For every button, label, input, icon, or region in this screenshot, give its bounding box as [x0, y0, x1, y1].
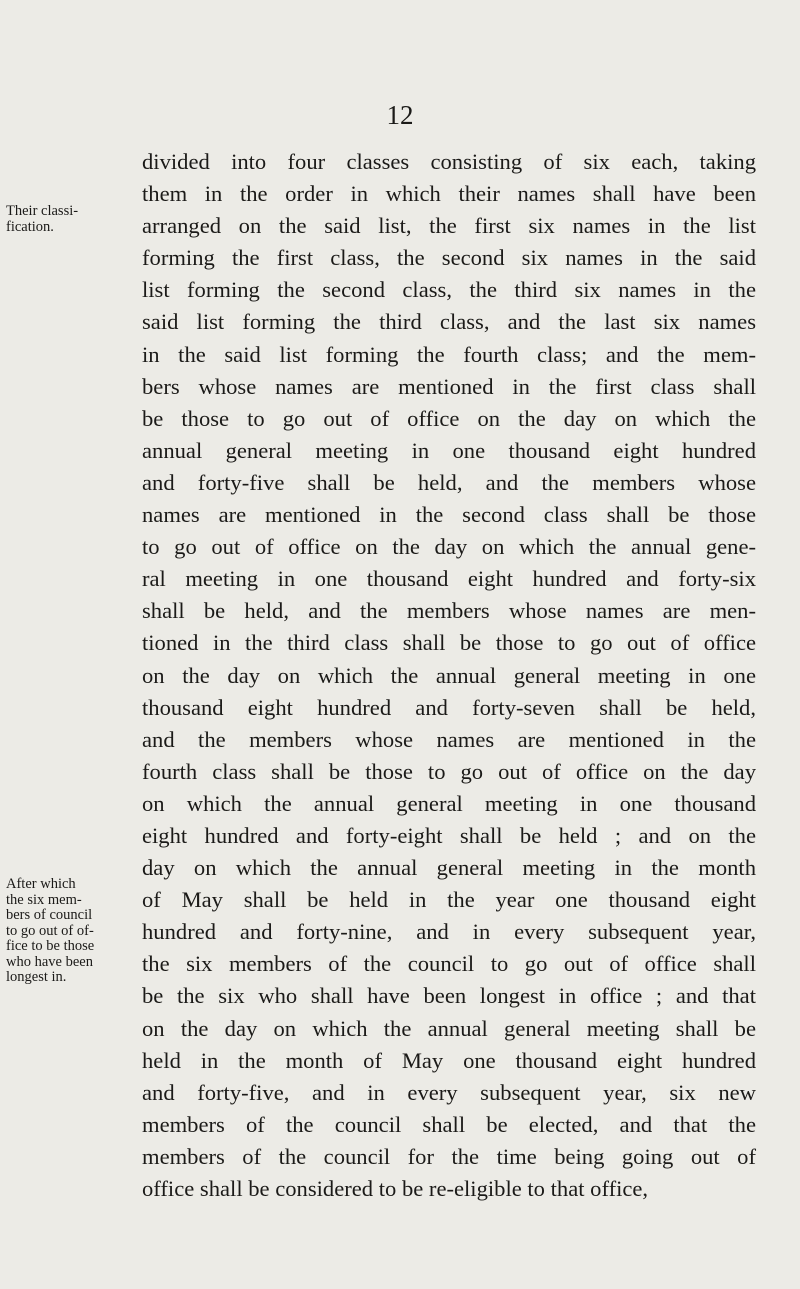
body-line: to go out of office on the day on which the annual gene-	[142, 534, 756, 560]
body-line: the six members of the council to go out of office shall	[142, 951, 756, 977]
body-line: names are mentioned in the second class shall be those	[142, 502, 756, 528]
body-line: shall be held, and the members whose names are men-	[142, 598, 756, 624]
margin-note-retirement	[6, 877, 136, 986]
body-line: and forty-five shall be held, and the members whose	[142, 469, 756, 495]
body-line: on the day on which the annual general meeting in one	[142, 662, 756, 688]
body-line: divided into four classes consisting of six each, taking	[142, 149, 756, 174]
body-line: on which the annual general meeting in one thousand	[142, 790, 756, 816]
margin-note-line: fication.	[6, 218, 54, 235]
body-line: and forty-five, and in every subsequent year, six new	[142, 1079, 756, 1105]
body-line: office shall be considered to be re-eligible to that office,	[142, 1176, 649, 1201]
margin-note-line: After which	[6, 876, 76, 892]
body-line: be those to go out of office on the day on which the	[142, 405, 756, 431]
body-line: fourth class shall be those to go out of office on the day	[142, 758, 756, 784]
body-line: list forming the second class, the third six names in the	[142, 277, 756, 303]
body-line: be the six who shall have been longest in office ; and that	[142, 983, 756, 1009]
body-line: hundred and forty-nine, and in every subsequent year,	[142, 919, 756, 945]
margin-note-line: who have been	[6, 953, 93, 970]
body-line: thousand eight hundred and forty-seven shall be held,	[142, 694, 756, 720]
body-line: annual general meeting in one thousand eight hundred	[142, 437, 756, 463]
body-text	[142, 146, 756, 1205]
margin-note-line: the six mem-	[6, 891, 82, 908]
body-line: on the day on which the annual general meeting shall be	[142, 1015, 756, 1041]
body-line: said list forming the third class, and the last six names	[142, 309, 756, 335]
body-line: eight hundred and forty-eight shall be held ; and on the	[142, 822, 756, 848]
margin-note-line: to go out of of-	[6, 922, 94, 939]
body-line: tioned in the third class shall be those to go out of office	[142, 630, 756, 656]
body-line: bers whose names are mentioned in the first class shall	[142, 373, 756, 399]
margin-note-line: fice to be those	[6, 938, 95, 954]
body-line: day on which the annual general meeting in the month	[142, 855, 756, 881]
body-line: ral meeting in one thousand eight hundred and forty-six	[142, 566, 756, 592]
body-line: in the said list forming the fourth class; and the mem-	[142, 341, 756, 367]
margin-note-line: bers of council	[6, 907, 93, 923]
page-number: 12	[386, 100, 414, 130]
body-line: of May shall be held in the year one thousand eight	[142, 887, 756, 913]
body-line: them in the order in which their names shall have been	[142, 181, 756, 207]
margin-note-line: longest in.	[6, 969, 67, 985]
body-line: members of the council for the time being going out of	[142, 1143, 756, 1169]
margin-note-classification	[6, 204, 136, 235]
body-line: forming the first class, the second six names in the said	[142, 245, 756, 271]
body-line: held in the month of May one thousand eight hundred	[142, 1047, 756, 1073]
body-line: and the members whose names are mentioned in the	[142, 726, 756, 752]
body-line: arranged on the said list, the first six names in the list	[142, 213, 756, 239]
body-line: members of the council shall be elected, and that the	[142, 1111, 756, 1137]
margin-note-line: Their classi-	[6, 203, 79, 219]
